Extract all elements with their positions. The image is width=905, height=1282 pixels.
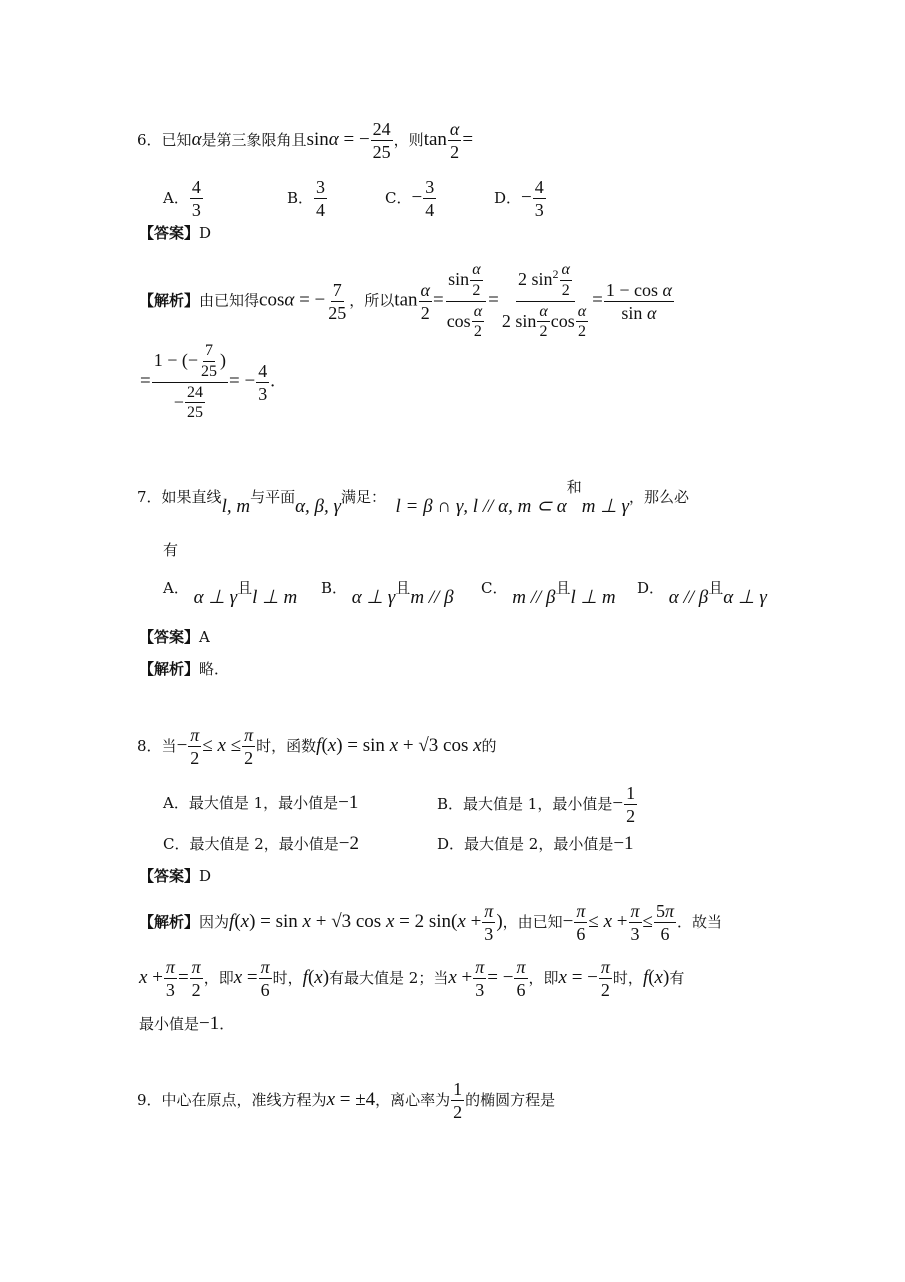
q7-option-c[interactable]: C． m // β且l ⊥ m [481, 579, 616, 608]
q8-answer: 【答案】D [139, 867, 212, 885]
q7-stem-cont: 有 [163, 541, 179, 559]
q9-stem: 9．中心在原点，准线方程为x = ±4，离心率为 $\frac{1}{2}$ 的椭圆方程是 [137, 1079, 556, 1122]
q6-option-b[interactable]: B． $\frac{3}{4}$ [287, 177, 326, 220]
q6-analysis-cont: = 1 − (− $\frac{7}{25}$ ) − $\frac{24}{25}$ = − $\frac{4}{3}$ . [140, 342, 275, 422]
q7-answer: 【答案】A [139, 628, 210, 646]
q6-frac-24-25: $\frac{24}{25}$ [372, 119, 391, 162]
q8-analysis-line2: x + $\frac{\pi}{3}$ = $\frac{\pi}{2}$ ，即x = $\frac{\pi}{6}$ 时，f(x)有最大值是 2；当x + $\frac{\pi}{3}$ = − $\frac{\pi}{6}$ ，即x = − $\frac{\pi}{2}$ 时，f(x)有 [139, 957, 685, 1000]
q7-stem: 7．如果直线l, m与平面α, β, γ满足： l = β ∩ γ, l // α, m ⊂ α和m ⊥ γ，那么必 [137, 478, 690, 517]
q6-option-a[interactable]: A． $\frac{4}{3}$ [163, 177, 201, 220]
q8-stem: 8．当− $\frac{\pi}{2}$ ≤ x ≤ $\frac{\pi}{2}$ 时，函数f(x) = sin x + √3 cos x的 [137, 725, 497, 768]
q6-number: 6． [137, 130, 162, 149]
q7-analysis: 【解析】略． [139, 660, 230, 678]
q8-option-a[interactable]: A．最大值是 1，最小值是−1 [163, 792, 359, 813]
q9-number: 9． [137, 1090, 162, 1109]
q6-analysis: 【解析】由已知得cosα = − $\frac{7}{25}$ ，所以tan $\frac{\alpha}{2}$ = sin $\frac{\alpha}{2}$ cos $\frac{\alpha}{2}$ = 2 $\sin^2$ $\frac{\alpha}{2}$ 2 sin $\frac{\alpha}{2}$ cos $\frac{\alpha}{2}$ = $\frac{\text{1 − cos α}}{\text{sin α}}$ [139, 261, 672, 341]
q7-option-d[interactable]: D． α // β且α ⊥ γ [637, 579, 767, 608]
q6-option-c[interactable]: C．− $\frac{3}{4}$ [385, 177, 435, 220]
q8-option-b[interactable]: B．最大值是 1，最小值是− $\frac{1}{2}$ [437, 783, 636, 826]
q8-analysis-line1: 【解析】因为f(x) = sin x + √3 cos x = 2 sin(x + $\frac{\pi}{3}$ )，由已知− $\frac{\pi}{6}$ ≤ x + $\frac{\pi}{3}$ ≤ $\frac{5\pi}{6}$ ．故当 [139, 901, 723, 944]
q7-option-b[interactable]: B． α ⊥ γ且m // β [321, 579, 454, 608]
q7-option-a[interactable]: A． α ⊥ γ且l ⊥ m [163, 579, 298, 608]
q8-option-d[interactable]: D．最大值是 2，最小值是−1 [437, 833, 634, 854]
q8-option-c[interactable]: C．最大值是 2，最小值是−2 [163, 833, 360, 854]
q6-stem: 6．已知α是第三象限角且sinα = − $\frac{24}{25}$ ，则tan $\frac{\alpha}{2}$ = [137, 119, 474, 162]
q6-answer: 【答案】D [139, 224, 212, 242]
q8-analysis-line3: 最小值是−1． [139, 1013, 235, 1034]
q8-number: 8． [137, 736, 162, 755]
q6-option-d[interactable]: D．− $\frac{4}{3}$ [494, 177, 544, 220]
q7-number: 7． [137, 488, 162, 506]
